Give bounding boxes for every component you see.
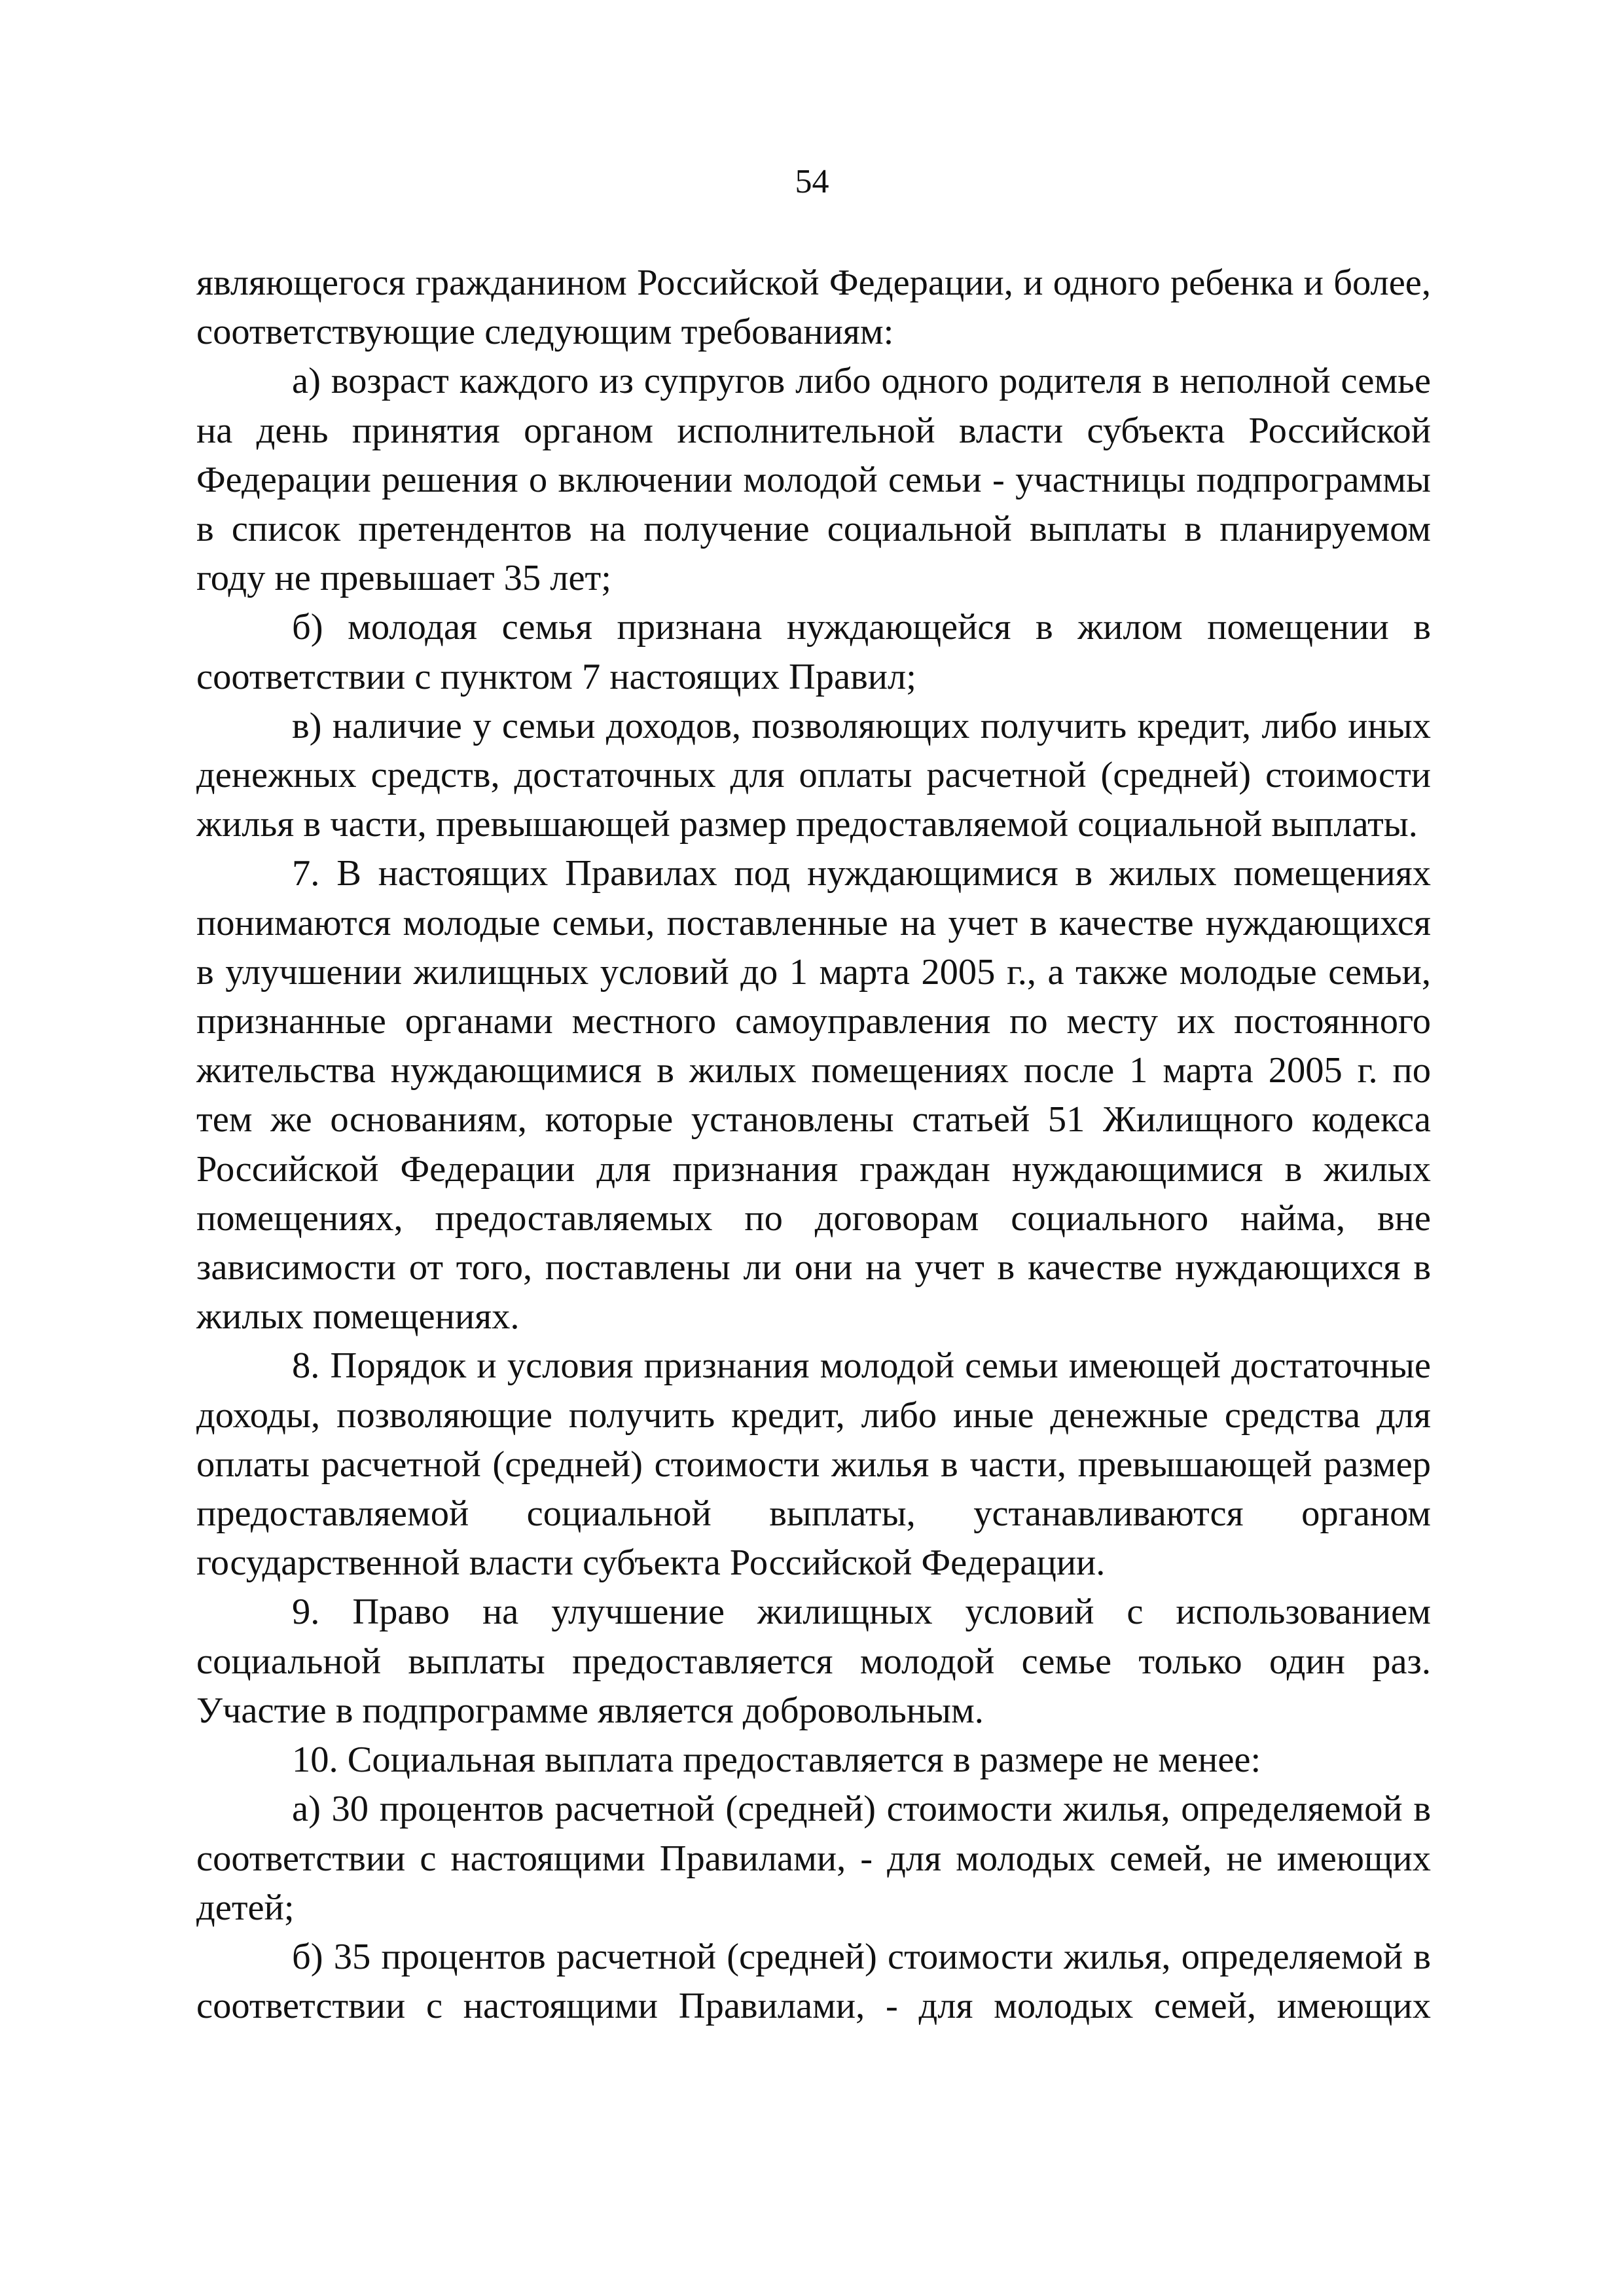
page-number: 54 [795, 163, 829, 200]
paragraph-subitem-v: в) наличие у семьи доходов, позволяющих получить кредит, либо иных денежных средств, достаточных для оплаты расчетной (средней) стоимости жилья в части, превышающей размер предоставляемой социальной выплаты. [196, 705, 1431, 845]
paragraph-continuation: являющегося гражданином Российской Федерации, и одного ребенка и более, соответствующие следующим требованиям: [196, 263, 1431, 353]
paragraph-clause-7: 7. В настоящих Правилах под нуждающимися в жилых помещениях понимаются молодые семьи, поставленные на учет в качестве нуждающихся в улучшении жилищных условий до 1 марта 2005 г., а также молодые семьи, признанные органами местного самоуправления по месту их постоянного жительства нуждающимися в жилых помещениях после 1 марта 2005 г. по тем же основаниям, которые установлены статьей 51 Жилищного кодекса Российской Федерации для признания граждан нуждающимися в жилых помещениях, предоставляемых по договорам социального найма, вне зависимости от того, поставлены ли они на учет в качестве нуждающихся в жилых помещениях. [196, 853, 1431, 1338]
paragraph-subitem-b: б) молодая семья признана нуждающейся в жилом помещении в соответствии с пунктом 7 настоящих Правил; [196, 607, 1431, 697]
document-body [196, 259, 1431, 2031]
paragraph-subitem-a: а) возраст каждого из супругов либо одного родителя в неполной семье на день принятия органом исполнительной власти субъекта Российской Федерации решения о включении молодой семьи - участницы подпрограммы в список претендентов на получение социальной выплаты в планируемом году не превышает 35 лет; [196, 361, 1431, 599]
paragraph-clause-10-b: б) 35 процентов расчетной (средней) стоимости жилья, определяемой в соответствии с настоящими Правилами, - для молодых семей, имеющих [196, 1936, 1431, 2027]
paragraph-clause-8: 8. Порядок и условия признания молодой семьи имеющей достаточные доходы, позволяющие получить кредит, либо иные денежные средства для оплаты расчетной (средней) стоимости жилья в части, превышающей размер предоставляемой социальной выплаты, устанавливаются органом государственной власти субъекта Российской Федерации. [196, 1345, 1431, 1584]
paragraph-clause-9: 9. Право на улучшение жилищных условий с использованием социальной выплаты предоставляется молодой семье только один раз. Участие в подпрограмме является добровольным. [196, 1592, 1431, 1731]
paragraph-clause-10: 10. Социальная выплата предоставляется в размере не менее: [292, 1740, 1261, 1781]
paragraph-clause-10-a: а) 30 процентов расчетной (средней) стоимости жилья, определяемой в соответствии с настоящими Правилами, - для молодых семей, не имеющих детей; [196, 1789, 1431, 1928]
